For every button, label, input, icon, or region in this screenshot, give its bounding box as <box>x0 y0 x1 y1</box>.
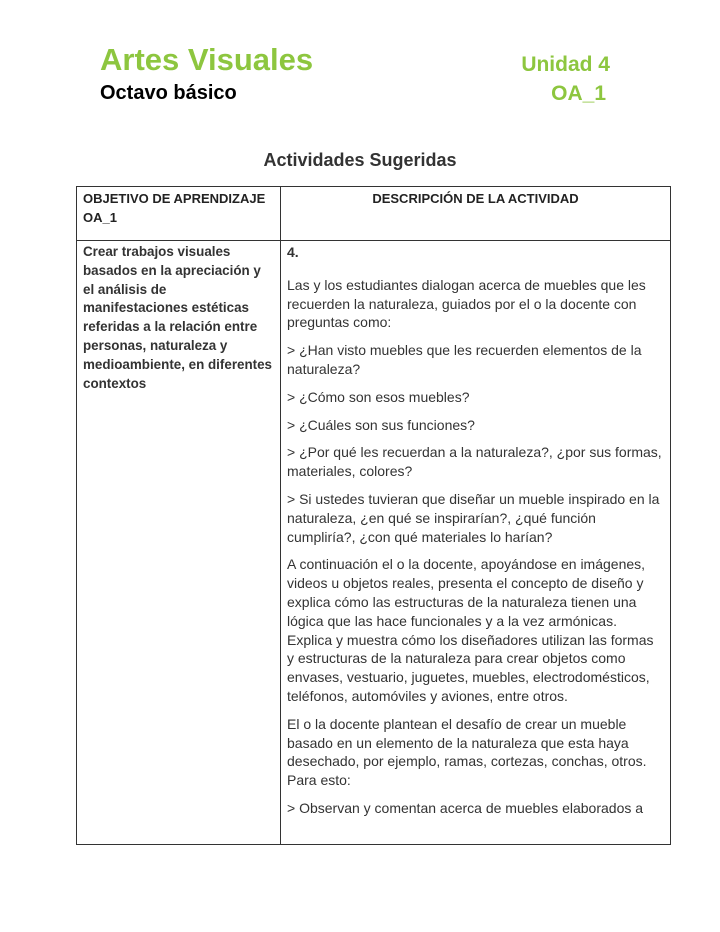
paragraph-intro: Las y los estudiantes dialogan acerca de muebles que les recuerden la naturaleza, guiados por el o la docente con preguntas como: <box>287 276 646 331</box>
table-row <box>77 241 671 845</box>
paragraph-explanation: A continuación el o la docente, apoyándose en imágenes, videos u objetos reales, presenta el concepto de diseño y explica cómo las estructuras de la naturaleza tienen una lógica que las hace funcionales y a la vez armónicas. Explica y muestra cómo los diseñadores utilizan las formas y estructuras de la naturaleza para crear objetos como envases, vestuario, juguetes, muebles, electrodomésticos, teléfonos, automóviles y aviones, entre otros. <box>287 556 654 704</box>
level-label: Octavo básico <box>100 82 237 104</box>
question-item: > ¿Por qué les recuerdan a la naturaleza?, ¿por sus formas, materiales, colores? <box>287 444 662 480</box>
objective-text: Crear trabajos visuales basados en la apreciación y el análisis de manifestaciones estéticas referidas a la relación entre personas, naturaleza y medioambiente, en diferentes contextos <box>77 241 281 845</box>
section-title: Actividades Sugeridas <box>263 150 457 170</box>
subject-title: Artes Visuales <box>100 42 314 77</box>
table-header-row <box>77 187 671 241</box>
question-item: > Si ustedes tuvieran que diseñar un mueble inspirado en la naturaleza, ¿en qué se inspirarían?, ¿qué función cumpliría?, ¿con qué materiales lo harían? <box>287 490 660 545</box>
oa-label: OA_1 <box>551 82 606 105</box>
activities-table <box>76 186 671 845</box>
description-column-header: DESCRIPCIÓN DE LA ACTIVIDAD <box>281 187 671 241</box>
activity-description <box>281 241 671 845</box>
paragraph-challenge: El o la docente plantean el desafío de crear un mueble basado en un elemento de la naturaleza que esta haya desechado, por ejemplo, ramas, cortezas, conchas, otros. Para esto: <box>287 715 647 789</box>
question-item: > ¿Han visto muebles que les recuerden elementos de la naturaleza? <box>287 342 642 377</box>
unit-label: Unidad 4 <box>521 53 610 76</box>
page-header <box>100 42 610 112</box>
activity-number: 4. <box>287 244 299 260</box>
question-item: > ¿Cómo son esos muebles? <box>287 388 470 405</box>
bullet-item: > Observan y comentan acerca de muebles elaborados a <box>287 799 644 816</box>
question-item: > ¿Cuáles son sus funciones? <box>287 416 475 433</box>
objective-column-header: OBJETIVO DE APRENDIZAJE OA_1 <box>77 187 281 241</box>
